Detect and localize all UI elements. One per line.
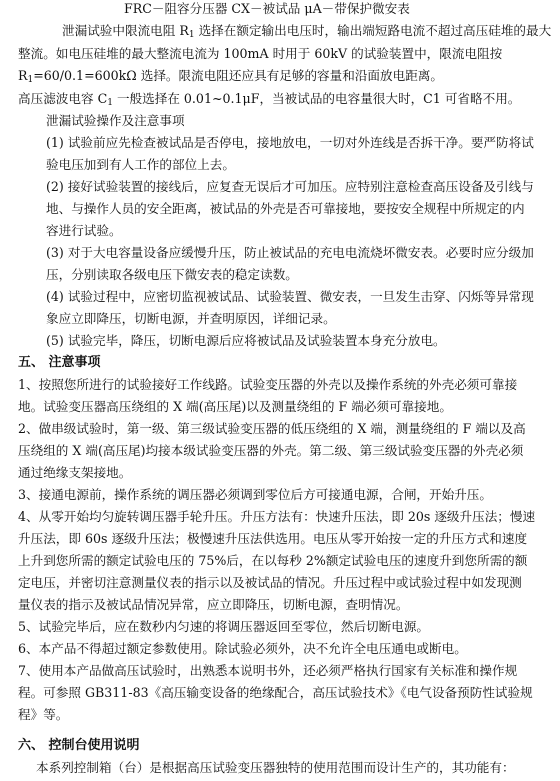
section5-line: 6、本产品不得超过额定参数使用。除试验必须外，决不允许全电压通电或断电。 (18, 641, 467, 656)
section5-line: 定电压，并密切注意测量仪表的指示以及被试品的情况。升压过程中或试验过程中如发现测 (18, 575, 522, 590)
section4-line: 验电压加到有人工作的部位上去。 (46, 157, 235, 172)
section4-line: (3) 对于大电容量设备应缓慢升压，防止被试品的充电电流烧坏微安表。必要时应分级加 (46, 245, 534, 260)
section5-line: 压绕组的 X 端(高压尾)均接本级试验变压器的外壳。第二级、第三级试验变压器的外壳必须 (18, 443, 524, 458)
section5-line: 上升到您所需的额定试验电压的 75%后，在以每秒 2%额定试验电压的速度升到您所需的额 (18, 553, 528, 568)
section5-line: 程。可参照 GB311-83《高压输变设备的绝缘配合，高压试验技术》《电气设备预防性试验规 (18, 685, 533, 700)
section4-line: 地、与操作人员的安全距离，被试品的外壳是否可靠接地，要按安全规程中所规定的内 (46, 201, 525, 216)
section5-line: 通过绝缘支架接地。 (18, 465, 132, 480)
section6-title: 六、 控制台使用说明 (18, 738, 140, 753)
section5-line: 7、使用本产品做高压试验时，出熟悉本说明书外，还必须严格执行国家有关标准和操作规 (18, 663, 518, 678)
intro-line: 高压滤波电容 $C_1$ 一般选择在 0.01~0.1μF，当被试品的电容量很大时，C1 可省略不用。 (18, 91, 521, 108)
section4-line: 象应立即降压，切断电源，并查明原因，详细记录。 (46, 311, 336, 326)
section5-line: 地。试验变压器高压绕组的 X 端(高压尾)以及测量绕组的 F 端必须可靠接地。 (18, 399, 452, 414)
section4-line: 容进行试验。 (46, 223, 122, 238)
section5-line: 程》等。 (18, 707, 69, 722)
section4-line: (2) 接好试验装置的接线后，应复查无误后才可加压。应特别注意检查高压设备及引线与 (46, 179, 534, 194)
section5-line: 5、试验完毕后，应在数秒内匀速的将调压器返回至零位，然后切断电源。 (18, 619, 430, 634)
section4-line: (1) 试验前应先检查被试品是否停电，接地放电，一切对外连线是否拆干净。要严防将试 (46, 135, 534, 150)
section5-line: 2、做串级试验时，第一级、第三级试验变压器的低压绕组的 X 端，测量绕组的 F 端以及高 (18, 421, 526, 436)
section5-line: 1、按照您所进行的试验接好工作线路。试验变压器的外壳以及操作系统的外壳必须可靠接 (18, 377, 518, 392)
section6-line: 本系列控制箱（台）是根据高压试验变压器独特的使用范围而设计生产的，其功能有： (36, 760, 515, 775)
intro-line: 泄漏试验中限流电阻 $R_1$ 选择在额定输出电压时，输出端短路电流不超过高压硅堆的最大 (62, 23, 552, 40)
section4-title: 泄漏试验操作及注意事项 (46, 113, 185, 128)
section4-line: 压，分别读取各级电压下微安表的稳定读数。 (46, 267, 298, 282)
legend-line: FRC－阻容分压器 CX－被试品 μA－带保护微安表 (124, 1, 410, 16)
section5-title: 五、 注意事项 (18, 355, 101, 370)
section5-line: 量仪表的指示及被试品情况异常，应立即降压，切断电源，查明情况。 (18, 597, 409, 612)
section4-line: (5) 试验完毕，降压，切断电源后应将被试品及试验装置本身充分放电。 (46, 333, 446, 348)
section4-line: (4) 试验过程中，应密切监视被试品、试验装置、微安表，一旦发生击穿、闪烁等异常现 (46, 289, 534, 304)
intro-line: $R_1=60/0.1=600k\Omega$ 选择。限流电阻还应具有足够的容量和沿面放电距离。 (18, 68, 443, 85)
section5-line: 4、从零开始均匀旋转调压器手轮升压。升压方法有：快速升压法，即 20s 逐级升压法；慢速 (18, 509, 536, 524)
section5-line: 升压法，即 60s 逐级升压法；极慢速升压法供选用。电压从零开始按一定的升压方式和速度 (18, 531, 528, 546)
intro-line: 整流。如电压硅堆的最大整流电流为 100mA 时用于 60kV 的试验装置中，限流电阻按 (18, 46, 503, 61)
section5-line: 3、接通电源前，操作系统的调压器必须调到零位后方可接通电源，合闸，开始升压。 (18, 487, 492, 502)
